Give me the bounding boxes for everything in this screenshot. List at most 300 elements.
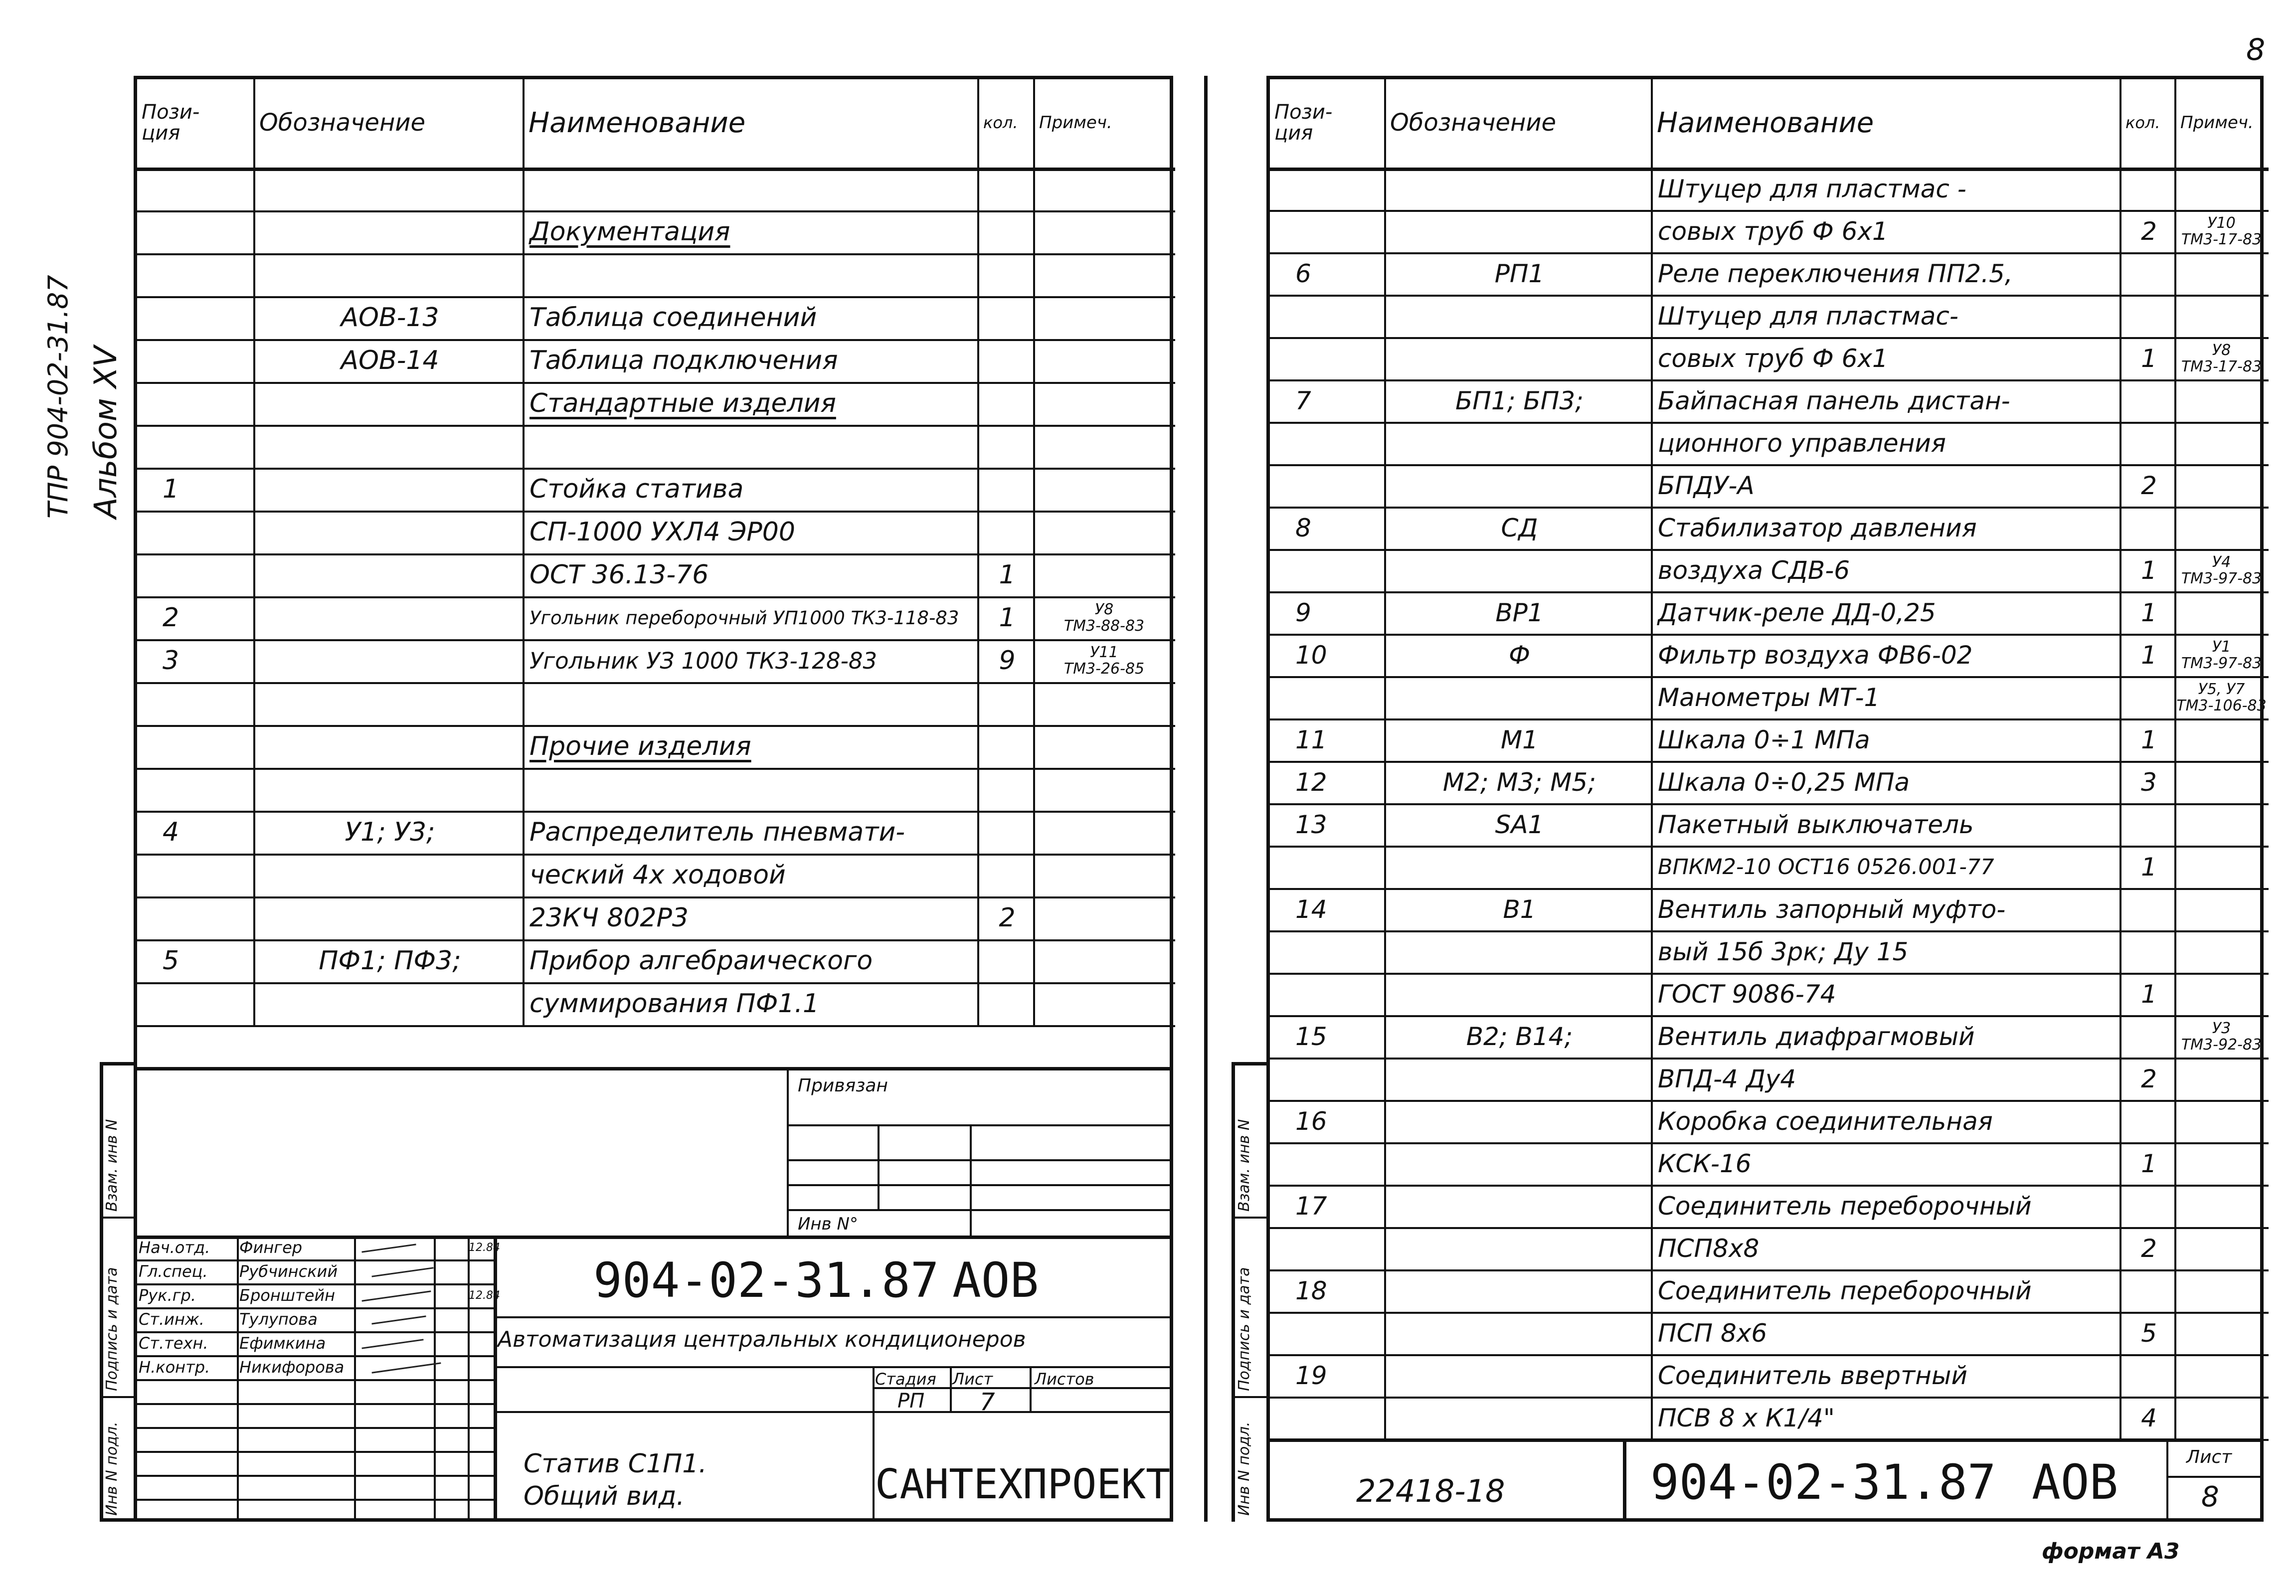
cell-pos xyxy=(1275,1142,1401,1185)
cell-pos xyxy=(143,854,270,896)
cell-name: Таблица подключения xyxy=(530,346,838,375)
signer-role: Ст.инж. xyxy=(139,1310,204,1329)
cell-qty: 2 xyxy=(999,903,1016,933)
table-header-note: Примеч. xyxy=(1039,113,1112,133)
signer-date: 12.84 xyxy=(469,1241,500,1254)
cell-name: Прочие изделия xyxy=(530,731,751,761)
cell-name xyxy=(530,768,974,811)
table-header-qty: кол. xyxy=(983,113,1018,132)
cell-pos xyxy=(143,768,270,811)
cell-note xyxy=(2175,1312,2268,1354)
cell-des xyxy=(1391,1269,1648,1312)
cell-pos: 15 xyxy=(1295,1022,1327,1051)
cell-pos xyxy=(1275,846,1401,888)
cell-note: У11 ТМ3-26-85 xyxy=(1063,644,1145,678)
cell-note xyxy=(2175,168,2268,210)
cell-qty xyxy=(2126,1015,2171,1058)
cell-qty xyxy=(2126,1100,2171,1142)
cell-des: М1 xyxy=(1501,725,1538,754)
cell-pos: 3 xyxy=(163,646,179,676)
cell-qty: 9 xyxy=(999,646,1016,676)
cell-des xyxy=(1391,422,1648,464)
cell-note xyxy=(1034,982,1174,1025)
cell-qty: 1 xyxy=(2141,852,2157,882)
right-strip-border xyxy=(1232,1062,1235,1522)
cell-des xyxy=(260,982,520,1025)
cell-name: Угольник УЗ 1000 ТК3-128-83 xyxy=(530,647,878,674)
stamp-doc-suffix: АОВ xyxy=(952,1252,1039,1308)
cell-qty xyxy=(984,339,1030,382)
cell-des xyxy=(1391,1227,1648,1269)
left-strip-border xyxy=(100,1062,103,1522)
cell-note xyxy=(2175,1269,2268,1312)
table-header-designation: Обозначение xyxy=(1390,109,1557,137)
cell-pos xyxy=(143,982,270,1025)
cell-pos xyxy=(1275,295,1401,337)
stamp-col-sign xyxy=(434,1236,436,1522)
cell-note xyxy=(2175,846,2268,888)
left-strip-div1 xyxy=(100,1217,136,1219)
cell-note xyxy=(1034,725,1174,768)
cell-name: ПСВ 8 х К1/4" xyxy=(1658,1403,1835,1432)
cell-pos: 19 xyxy=(1295,1361,1327,1390)
cell-name: КСК-16 xyxy=(1658,1149,1752,1178)
right-side-label-sign: Подпись и дата xyxy=(1236,1267,1253,1391)
cell-pos xyxy=(1275,422,1401,464)
cell-note xyxy=(2175,888,2268,930)
cell-name: Соединитель ввертный xyxy=(1658,1361,1967,1390)
cell-qty: 2 xyxy=(2141,471,2157,500)
cell-des xyxy=(260,210,520,253)
cell-qty xyxy=(2126,379,2171,422)
cell-pos xyxy=(1275,210,1401,252)
right-side-label-inv: Инв N подл. xyxy=(1236,1421,1253,1516)
cell-des: В2; В14; xyxy=(1466,1022,1573,1051)
cell-pos xyxy=(1275,1312,1401,1354)
cell-qty: 1 xyxy=(2141,725,2157,754)
cell-note xyxy=(2175,1142,2268,1185)
signer-date: 12.84 xyxy=(469,1289,500,1302)
cell-pos xyxy=(143,725,270,768)
sheet-value: 7 xyxy=(980,1388,995,1416)
cell-des xyxy=(1391,1185,1648,1227)
cell-pos xyxy=(1275,549,1401,591)
cell-qty xyxy=(2126,803,2171,846)
cell-des xyxy=(260,725,520,768)
cell-note xyxy=(2175,379,2268,422)
cell-pos: 6 xyxy=(1295,259,1311,288)
cell-pos xyxy=(1275,168,1401,210)
cell-pos: 4 xyxy=(163,817,179,847)
table-header-qty: кол. xyxy=(2125,113,2160,132)
cell-name: воздуха СДВ-6 xyxy=(1658,555,1850,585)
cell-note xyxy=(2175,803,2268,846)
cell-qty: 1 xyxy=(2141,979,2157,1009)
page-number: 8 xyxy=(2246,32,2266,67)
cell-note xyxy=(2175,507,2268,549)
cell-pos xyxy=(1275,676,1401,718)
cell-pos: 17 xyxy=(1295,1191,1327,1221)
cell-note xyxy=(2175,973,2268,1015)
cell-pos xyxy=(143,896,270,939)
left-side-label-sign: Подпись и дата xyxy=(103,1267,121,1391)
cell-name: суммирования ПФ1.1 xyxy=(530,989,820,1019)
cell-des: В1 xyxy=(1503,894,1536,924)
cell-name: Манометры МТ-1 xyxy=(1658,683,1880,712)
table-row-line xyxy=(136,1025,1175,1027)
cell-name: СП-1000 УХЛ4 ЭР00 xyxy=(530,517,795,547)
cell-qty: 1 xyxy=(2141,598,2157,627)
cell-note xyxy=(2175,422,2268,464)
cell-note xyxy=(2175,1397,2268,1439)
cell-name: Прибор алгебраического xyxy=(530,946,873,976)
privyazan-line4 xyxy=(787,1209,1173,1211)
cell-name: совых труб Ф 6х1 xyxy=(1658,344,1888,373)
cell-qty xyxy=(2126,252,2171,295)
table-header-note: Примеч. xyxy=(2180,113,2254,133)
cell-note xyxy=(2175,761,2268,803)
cell-qty xyxy=(2126,888,2171,930)
left-side-label-vzam: Взам. инв N xyxy=(103,1119,121,1212)
table-header-name: Наименование xyxy=(1657,106,1874,139)
cell-qty xyxy=(984,168,1030,210)
cell-note xyxy=(1034,511,1174,553)
cell-des xyxy=(1391,549,1648,591)
cell-name: Таблица соединений xyxy=(530,303,817,333)
cell-qty xyxy=(984,982,1030,1025)
cell-des xyxy=(260,768,520,811)
cell-note: У3 ТМ3-92-83 xyxy=(2181,1019,2262,1054)
cell-name: вый 15б 3рк; Ду 15 xyxy=(1658,937,1909,966)
cell-qty xyxy=(2126,930,2171,973)
side-caption-line1: ТПР 904-02-31.87 xyxy=(42,275,74,519)
cell-pos: 18 xyxy=(1295,1276,1327,1305)
right-stamp-top xyxy=(1266,1438,2264,1442)
table-header-name: Наименование xyxy=(529,106,746,139)
cell-des: АОВ-13 xyxy=(341,303,439,333)
cell-note xyxy=(1034,939,1174,982)
cell-des xyxy=(260,596,520,639)
table-column-line xyxy=(1651,78,1653,1439)
left-side-label-inv: Инв N подл. xyxy=(103,1421,121,1516)
cell-note: У8 ТМ3-88-83 xyxy=(1063,601,1145,635)
cell-qty xyxy=(984,725,1030,768)
stamp-title: Автоматизация центральных кондиционеров xyxy=(498,1327,1026,1352)
cell-name: Угольник переборочный УП1000 ТК3-118-83 xyxy=(530,607,959,629)
right-sheet-label: Лист xyxy=(2186,1447,2232,1467)
cell-name: Штуцер для пластмас - xyxy=(1658,174,1966,203)
signer-name: Ефимкина xyxy=(239,1334,326,1353)
cell-note xyxy=(1034,682,1174,725)
cell-name: совых труб Ф 6х1 xyxy=(1658,216,1888,246)
cell-name xyxy=(530,168,974,210)
cell-note: У8 ТМ3-17-83 xyxy=(2181,341,2262,375)
left-strip-top xyxy=(100,1062,136,1065)
signer-date xyxy=(469,1355,494,1379)
cell-note xyxy=(1034,896,1174,939)
cell-name: ГОСТ 9086-74 xyxy=(1658,979,1836,1009)
cell-qty xyxy=(2126,168,2171,210)
cell-name: Байпасная панель дистан- xyxy=(1658,386,2010,415)
cell-pos xyxy=(143,511,270,553)
cell-qty xyxy=(984,768,1030,811)
stamp-doc-code: 904-02-31.87 xyxy=(593,1252,939,1308)
privyazan-line3 xyxy=(787,1184,1173,1186)
cell-des xyxy=(1391,1397,1648,1439)
signer-name: Тулупова xyxy=(239,1310,318,1329)
cell-des: РП1 xyxy=(1494,259,1545,288)
cell-name: Датчик-реле ДД-0,25 xyxy=(1658,598,1936,627)
privyazan-col2 xyxy=(970,1124,972,1238)
cell-des xyxy=(260,511,520,553)
signer-role: Н.контр. xyxy=(139,1358,210,1377)
table-column-line xyxy=(2119,78,2121,1439)
cell-des xyxy=(1391,676,1648,718)
cell-pos xyxy=(143,682,270,725)
cell-des xyxy=(1391,210,1648,252)
cell-name: ПСП 8х6 xyxy=(1658,1318,1767,1348)
cell-note: У5, У7 ТМ3-106-83 xyxy=(2176,680,2267,714)
cell-name: Фильтр воздуха ФВ6-02 xyxy=(1658,640,1973,670)
cell-note xyxy=(1034,382,1174,425)
cell-qty xyxy=(984,854,1030,896)
cell-note xyxy=(1034,253,1174,296)
table-header-pos: Пози- ция xyxy=(142,101,200,145)
cell-name: Вентиль запорный муфто- xyxy=(1658,894,2006,924)
stage-label: Стадия xyxy=(875,1370,936,1389)
cell-qty xyxy=(2126,507,2171,549)
cell-pos xyxy=(1275,1397,1401,1439)
cell-note xyxy=(1034,425,1174,468)
cell-note: У4 ТМ3-97-83 xyxy=(2181,553,2262,587)
privyazan-line1 xyxy=(787,1124,1173,1126)
cell-qty: 1 xyxy=(999,560,1016,590)
cell-qty: 1 xyxy=(999,603,1016,633)
cell-pos: 9 xyxy=(1295,598,1311,627)
cell-des: БП1; БП3; xyxy=(1455,386,1584,415)
cell-des: СД xyxy=(1501,513,1538,542)
cell-note xyxy=(2175,1354,2268,1397)
cell-pos xyxy=(143,253,270,296)
stamp-stage-left xyxy=(873,1366,875,1522)
signer-row-line xyxy=(136,1379,494,1381)
stamp-privyazan-left xyxy=(787,1067,789,1238)
cell-name: Шкала 0÷0,25 МПа xyxy=(1658,767,1910,797)
cell-qty xyxy=(984,811,1030,854)
privyazan-col1 xyxy=(878,1124,880,1209)
right-strip-div1 xyxy=(1232,1217,1269,1219)
cell-qty xyxy=(984,382,1030,425)
cell-note xyxy=(1034,768,1174,811)
cell-qty: 1 xyxy=(2141,344,2157,373)
side-caption-line2: Альбом XV xyxy=(87,346,124,519)
cell-name xyxy=(530,253,974,296)
signer-row-line xyxy=(136,1451,494,1453)
cell-des: ВР1 xyxy=(1495,598,1544,627)
cell-qty xyxy=(2126,1354,2171,1397)
cell-des xyxy=(1391,1312,1648,1354)
cell-pos: 11 xyxy=(1295,725,1327,754)
table-header-designation: Обозначение xyxy=(259,109,426,137)
format-note: формат А3 xyxy=(2042,1539,2180,1564)
table-column-line xyxy=(977,78,979,1025)
cell-des xyxy=(260,896,520,939)
right-stamp-sheet-line xyxy=(2166,1476,2264,1478)
signer-row-line xyxy=(136,1403,494,1405)
cell-name xyxy=(530,425,974,468)
left-strip-bottom xyxy=(100,1518,136,1522)
signer-name: Бронштейн xyxy=(239,1286,336,1305)
cell-qty xyxy=(2126,422,2171,464)
cell-pos: 7 xyxy=(1295,386,1311,415)
cell-name: Соединитель переборочный xyxy=(1658,1191,2032,1221)
cell-des: SA1 xyxy=(1495,810,1544,839)
cell-des: АОВ-14 xyxy=(341,346,439,375)
cell-name: Шкала 0÷1 МПа xyxy=(1658,725,1870,754)
stamp-stage-bottom xyxy=(494,1411,1173,1413)
cell-des xyxy=(1391,337,1648,379)
stage-value: РП xyxy=(897,1390,925,1413)
cell-qty xyxy=(2126,676,2171,718)
cell-des xyxy=(260,854,520,896)
right-stamp-div2 xyxy=(2166,1438,2168,1522)
cell-des xyxy=(1391,1058,1648,1100)
cell-des xyxy=(1391,846,1648,888)
cell-note xyxy=(1034,854,1174,896)
cell-pos xyxy=(143,296,270,339)
cell-qty: 4 xyxy=(2141,1403,2157,1432)
cell-pos xyxy=(143,382,270,425)
cell-des xyxy=(260,553,520,596)
cell-name: ческий 4х ходовой xyxy=(530,860,786,890)
cell-des xyxy=(1391,464,1648,507)
cell-des xyxy=(260,253,520,296)
sheet-label: Лист xyxy=(952,1370,993,1389)
cell-note xyxy=(2175,1185,2268,1227)
sheet-gap-line xyxy=(1204,76,1208,1522)
cell-qty xyxy=(984,511,1030,553)
cell-qty xyxy=(2126,1269,2171,1312)
cell-qty: 1 xyxy=(2141,640,2157,670)
cell-qty xyxy=(984,468,1030,511)
signer-row-line xyxy=(136,1427,494,1429)
cell-des: Ф xyxy=(1508,640,1531,670)
cell-note xyxy=(1034,811,1174,854)
cell-des xyxy=(260,468,520,511)
signer-role: Рук.гр. xyxy=(139,1286,196,1305)
cell-des xyxy=(1391,1100,1648,1142)
cell-qty: 1 xyxy=(2141,1149,2157,1178)
cell-pos xyxy=(143,425,270,468)
cell-pos xyxy=(1275,930,1401,973)
cell-des xyxy=(1391,295,1648,337)
signer-name: Никифорова xyxy=(239,1358,345,1377)
table-column-line xyxy=(523,78,525,1025)
cell-name xyxy=(530,682,974,725)
left-strip-div2 xyxy=(100,1396,136,1398)
signer-date xyxy=(469,1331,494,1355)
cell-note xyxy=(2175,1058,2268,1100)
cell-des xyxy=(260,639,520,682)
cell-des xyxy=(1391,168,1648,210)
cell-pos xyxy=(1275,464,1401,507)
cell-note xyxy=(2175,295,2268,337)
cell-note xyxy=(2175,718,2268,761)
cell-qty: 3 xyxy=(2141,767,2157,797)
cell-note xyxy=(2175,591,2268,634)
archive-number: 22418-18 xyxy=(1356,1473,1505,1509)
cell-pos: 12 xyxy=(1295,767,1327,797)
cell-des xyxy=(1391,1142,1648,1185)
signer-row-line xyxy=(136,1499,494,1501)
cell-pos xyxy=(1275,1227,1401,1269)
cell-pos: 5 xyxy=(163,946,179,976)
cell-des xyxy=(260,682,520,725)
cell-note xyxy=(1034,296,1174,339)
right-stamp-div1 xyxy=(1623,1438,1626,1522)
cell-qty xyxy=(984,253,1030,296)
cell-des xyxy=(1391,930,1648,973)
right-sheet-value: 8 xyxy=(2201,1481,2219,1513)
cell-name: 23КЧ 802Р3 xyxy=(530,903,689,933)
cell-pos: 1 xyxy=(163,474,179,504)
cell-pos xyxy=(143,553,270,596)
cell-name: ционного управления xyxy=(1658,428,1946,458)
cell-pos xyxy=(1275,337,1401,379)
cell-pos: 2 xyxy=(163,603,179,633)
drawing-name-1: Статив С1П1. xyxy=(524,1449,707,1479)
signer-name: Рубчинский xyxy=(239,1262,338,1281)
organization: САНТЕХПРОЕКТ xyxy=(875,1461,1171,1508)
cell-qty xyxy=(2126,295,2171,337)
right-strip-top xyxy=(1232,1062,1269,1065)
cell-pos xyxy=(1275,1058,1401,1100)
cell-note xyxy=(2175,930,2268,973)
cell-name: ВПКМ2-10 ОСТ16 0526.001-77 xyxy=(1658,854,1994,880)
stamp-col-role xyxy=(237,1236,239,1522)
cell-note: У10 ТМ3-17-83 xyxy=(2181,214,2262,248)
cell-note: У1 ТМ3-97-83 xyxy=(2181,638,2262,672)
table-header-pos: Пози- ция xyxy=(1274,101,1333,145)
cell-qty: 2 xyxy=(2141,1234,2157,1263)
cell-note xyxy=(2175,1100,2268,1142)
inv-no-label: Инв N° xyxy=(798,1214,858,1234)
cell-des: М2; М3; М5; xyxy=(1442,767,1596,797)
cell-name: ВПД-4 Ду4 xyxy=(1658,1064,1796,1093)
cell-des xyxy=(1391,973,1648,1015)
cell-pos: 14 xyxy=(1295,894,1327,924)
cell-name: Вентиль диафрагмовый xyxy=(1658,1022,1975,1051)
cell-note xyxy=(2175,464,2268,507)
left-stamp-top-border xyxy=(134,1067,1173,1070)
cell-name: Стойка статива xyxy=(530,474,744,504)
right-doc-code: 904-02-31.87 xyxy=(1650,1454,1996,1510)
cell-qty xyxy=(984,296,1030,339)
cell-name: Соединитель переборочный xyxy=(1658,1276,2032,1305)
right-doc-suffix: АОВ xyxy=(2032,1454,2119,1510)
signer-date xyxy=(469,1259,494,1283)
privyazan-line2 xyxy=(787,1159,1173,1161)
right-side-label-vzam: Взам. инв N xyxy=(1236,1119,1253,1212)
cell-qty xyxy=(2126,1185,2171,1227)
right-strip-div2 xyxy=(1232,1396,1269,1398)
sheets-label: Листов xyxy=(1035,1370,1094,1389)
signer-role: Нач.отд. xyxy=(139,1238,210,1257)
cell-pos xyxy=(1275,973,1401,1015)
cell-qty: 1 xyxy=(2141,555,2157,585)
cell-qty xyxy=(984,425,1030,468)
cell-qty xyxy=(984,939,1030,982)
